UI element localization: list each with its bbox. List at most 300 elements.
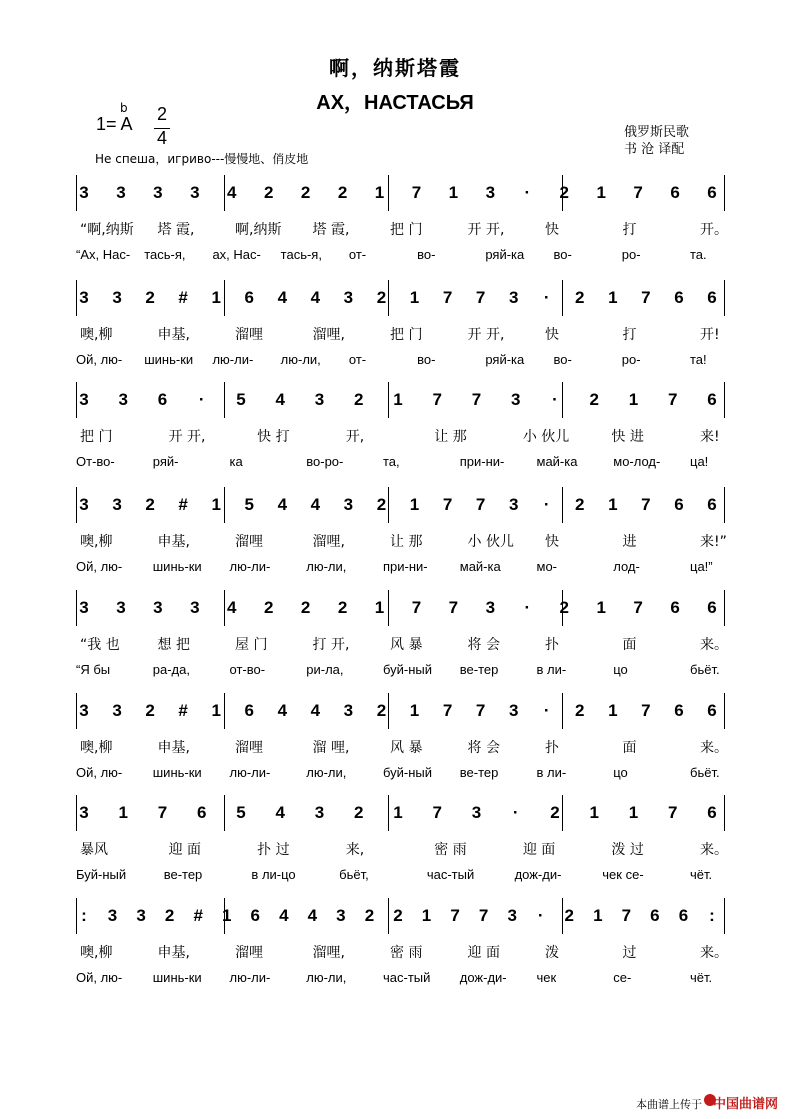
note: 2 [550,803,560,822]
barline [388,590,389,626]
note: 2 [164,906,175,925]
lyric-russian: шинь-ки [144,352,194,367]
note: 3 [314,390,325,409]
lyric-chinese: 让 那 [434,429,467,445]
key-signature: 1= A [96,114,133,134]
footer-upload-label: 本曲谱上传于 [636,1098,702,1111]
note: 3 [79,701,89,720]
time-signature-top: 2 [156,104,167,124]
lyric-chinese: 来! [700,429,720,445]
note: 2 [300,183,311,202]
lyric-chinese: 申基, [157,327,190,343]
lyric-russian: час-тый [426,867,475,882]
lyric-chinese: 来, [345,842,365,858]
barline [224,382,225,418]
note: 7 [442,288,453,307]
lyric-chinese: 将 会 [467,637,500,653]
note: 3 [190,598,200,617]
note: 7 [432,390,442,409]
lyric-russian: “Ах, Нас- [76,247,131,262]
lyric-russian: Ой, лю- [76,559,123,574]
lyric-russian: чек [536,970,557,985]
lyric-russian: ве-тер [459,662,499,677]
song-origin: 俄罗斯民歌 [624,125,690,140]
note: 4 [227,598,237,617]
note: 2 [145,495,155,514]
lyric-chinese: 把 门 [390,327,423,343]
note: # [178,288,188,307]
barline [224,693,225,729]
note: 6 [707,803,717,822]
note: 1 [589,803,599,822]
barline [224,795,225,831]
note: 2 [337,183,348,202]
lyric-russian: во- [553,247,572,262]
lyric-chinese: 进 [622,534,637,550]
lyric-russian: шинь-ки [152,559,202,574]
lyric-russian: ри-ла, [306,662,344,677]
lyric-russian: от-во- [229,662,266,677]
barline [224,280,225,316]
note: · [543,701,550,720]
note: 2 [575,495,585,514]
note: 6 [197,803,207,822]
lyric-chinese: 扑 过 [257,842,290,858]
note: 2 [354,803,364,822]
lyric-chinese: 密 雨 [390,945,423,961]
lyric-russian: Ой, лю- [76,970,123,985]
lyric-russian: в ли- [536,662,567,677]
note: 3 [107,906,118,925]
note: 1 [628,803,639,822]
note: 1 [393,390,403,409]
lyric-russian: дож-ди- [514,867,562,882]
note: 4 [307,906,318,925]
lyric-russian: лю-ли, [306,970,347,985]
lyric-russian: в ли-цо [251,867,296,882]
barline [724,693,725,729]
note: 3 [112,701,122,720]
lyric-chinese: 迎 面 [467,945,500,961]
note: 3 [79,390,89,409]
note: 6 [674,701,684,720]
footer-site-logo: 中国曲谱网 [712,1097,778,1112]
lyric-russian: лю-ли- [229,559,271,574]
barline [724,898,725,934]
note: 3 [153,598,163,617]
lyric-chinese: 面 [622,740,637,756]
lyric-russian: та, [383,454,400,469]
lyric-chinese: 申基, [157,534,190,550]
lyric-chinese: 来!” [700,534,727,550]
lyric-chinese: 溜哩, [312,534,345,550]
lyric-chinese: 来。 [700,637,728,653]
lyric-chinese: 扑 [545,740,559,756]
note: : [81,906,87,925]
lyric-chinese: 快 进 [611,429,644,445]
lyric-russian: лю-ли, [306,765,347,780]
note: 2 [589,390,599,409]
lyric-russian: Ой, лю- [76,765,123,780]
lyric-russian: та! [690,352,707,367]
lyric-chinese: 开 开, [467,222,505,238]
note: 7 [411,183,422,202]
note: 7 [432,803,442,822]
barline [224,487,225,523]
note: 3 [190,183,200,202]
note: 3 [314,803,325,822]
note: 1 [409,701,420,720]
lyric-chinese: “啊,纳斯 [80,222,134,238]
lyric-chinese: 让 那 [390,534,423,550]
note: 3 [153,183,163,202]
lyric-russian: во- [553,352,572,367]
note: 3 [343,495,354,514]
note: · [543,495,550,514]
lyric-russian: при-ни- [459,454,505,469]
lyric-russian: чек се- [602,867,644,882]
lyric-chinese: 啊,纳斯 [235,222,282,238]
note: 2 [145,288,155,307]
note: 3 [508,701,519,720]
note: · [512,803,519,822]
note: 1 [608,495,618,514]
lyric-chinese: 开。 [700,222,728,238]
note: 7 [442,495,453,514]
lyric-russian: Ой, лю- [76,352,123,367]
score-row [0,590,790,690]
note: 1 [596,598,606,617]
lyric-chinese: 把 门 [390,222,423,238]
barline [562,280,563,316]
note: 7 [633,598,643,617]
tempo-marking: Не спеша，игриво---慢慢地、俏皮地 [95,152,309,166]
lyric-chinese: 快 [545,534,559,550]
note: 1 [409,288,420,307]
note: 1 [118,803,128,822]
barline [724,280,725,316]
barline [724,590,725,626]
note: 6 [707,495,717,514]
lyric-chinese: 快 [545,222,559,238]
note: 2 [564,906,574,925]
note: 7 [621,906,632,925]
note: 2 [575,701,585,720]
note: · [552,390,558,409]
lyric-chinese: 扑 [545,637,559,653]
note: · [537,906,544,925]
lyric-chinese: 密 雨 [434,842,467,858]
note: 6 [650,906,660,925]
lyric-chinese: 打 开, [312,637,350,653]
lyric-chinese: 迎 面 [522,842,556,858]
note: 6 [674,495,684,514]
note: 4 [310,495,321,514]
note: 7 [668,390,678,409]
note: 7 [411,598,422,617]
note: 4 [279,906,289,925]
lyric-chinese: 溜哩, [312,327,345,343]
note: · [524,183,531,202]
lyric-russian: От-во- [76,454,115,469]
lyric-chinese: 噢,柳 [80,534,113,550]
note: 1 [448,183,459,202]
lyric-russian: в ли- [536,765,567,780]
note: 6 [670,183,680,202]
note: 1 [608,701,618,720]
lyric-chinese: 开, [345,429,365,445]
score-row [0,693,790,793]
note: 6 [250,906,260,925]
lyric-chinese: 想 把 [157,637,190,653]
note: 5 [236,390,246,409]
lyric-russian: лод- [613,559,640,574]
note: # [178,701,188,720]
lyric-chinese: 屋 门 [235,637,268,653]
note: 3 [136,906,146,925]
barline [724,175,725,211]
lyric-chinese: 迎 面 [168,842,202,858]
note: 7 [448,598,459,617]
lyric-russian: ве-тер [163,867,203,882]
lyric-chinese: 噢,柳 [80,945,113,961]
song-title-russian: АХ，НАСТАСЬЯ [316,92,474,114]
lyric-chinese: 过 [622,945,637,961]
lyric-russian: буй-ный [383,662,433,677]
lyric-russian: бьёт. [690,765,720,780]
note: 3 [79,288,89,307]
note: 2 [300,598,311,617]
note: 6 [244,701,254,720]
lyric-russian: чёт. [690,867,713,882]
lyric-russian: лю-ли- [229,765,271,780]
lyric-russian: тась-я, [280,247,322,262]
note: 6 [707,701,717,720]
note: 1 [374,183,385,202]
lyric-chinese: 泼 过 [611,842,644,858]
lyric-russian: бьёт, [339,867,369,882]
note: 1 [374,598,385,617]
score-row [0,795,790,895]
song-title-chinese: 啊，纳斯塔霞 [329,56,461,80]
lyric-chinese: 打 [622,327,637,343]
barline [388,898,389,934]
note: # [193,906,203,925]
lyric-russian: от- [348,247,367,262]
score-row [0,487,790,587]
note: 2 [393,906,403,925]
note: 7 [633,183,643,202]
lyric-russian: май-ка [536,454,578,469]
note: 2 [376,701,387,720]
lyric-russian: во- [417,352,436,367]
note: 4 [277,288,288,307]
lyric-chinese: 申基, [157,740,190,756]
lyric-russian: чёт. [690,970,713,985]
barline [724,382,725,418]
lyric-chinese: 溜哩 [235,945,263,961]
lyric-chinese: 申基, [157,945,190,961]
note: 4 [275,803,285,822]
note: 2 [559,183,569,202]
lyric-russian: ца! [690,454,709,469]
lyric-russian: шинь-ки [152,765,202,780]
note: 4 [275,390,285,409]
note: 6 [707,288,717,307]
note: 3 [471,803,482,822]
lyric-russian: лю-ли- [229,970,271,985]
lyric-russian: май-ка [459,559,501,574]
barline [562,693,563,729]
note: 7 [450,906,460,925]
barline [724,487,725,523]
note: 3 [116,598,126,617]
lyric-russian: от- [348,352,367,367]
lyric-chinese: 开 开, [467,327,505,343]
note: # [178,495,188,514]
note: 6 [707,598,717,617]
lyric-chinese: 风 暴 [390,740,423,756]
note: 6 [157,390,168,409]
score-row [0,382,790,482]
note: : [709,906,715,925]
lyric-russian: Буй-ный [76,867,127,882]
score-row [0,280,790,380]
note: 1 [593,906,603,925]
note: 3 [511,390,521,409]
lyric-chinese: 塔 霞, [312,222,350,238]
lyric-russian: во- [417,247,436,262]
note: 2 [364,906,375,925]
note: 1 [221,906,232,925]
lyric-chinese: 来。 [700,740,728,756]
note: 2 [376,495,387,514]
note: 3 [508,495,519,514]
lyric-chinese: 面 [622,637,637,653]
note: 2 [559,598,569,617]
lyric-chinese: 溜哩 [235,327,263,343]
note: 2 [263,598,274,617]
lyric-chinese: 来。 [700,842,728,858]
note: 7 [442,701,453,720]
note: 3 [485,183,496,202]
lyric-chinese: 开! [700,327,720,343]
note: 3 [112,288,122,307]
translator-credit: 书 沧 译配 [624,142,685,157]
lyric-russian: цо [613,662,628,677]
note: 7 [641,495,651,514]
time-signature-bottom: 4 [156,128,167,148]
note: 4 [310,701,321,720]
note: 5 [244,495,254,514]
lyric-russian: при-ни- [383,559,428,574]
note: 3 [118,390,128,409]
lyric-chinese: 将 会 [467,740,500,756]
lyric-chinese: 噢,柳 [80,327,113,343]
lyric-russian: ца!” [690,559,713,574]
note: 3 [485,598,496,617]
note: 4 [227,183,237,202]
note: 3 [79,598,89,617]
lyric-chinese: 溜哩 [235,740,263,756]
lyric-russian: ряй-ка [485,352,525,367]
score-row [0,898,790,998]
note: 1 [409,495,420,514]
lyric-chinese: 快 [545,327,559,343]
lyric-russian: тась-я, [144,247,186,262]
note: 1 [211,288,221,307]
barline [562,487,563,523]
lyric-chinese: 小 伙儿 [467,534,514,550]
note: 3 [343,288,354,307]
note: · [524,598,531,617]
lyric-chinese: 噢,柳 [80,740,113,756]
lyric-russian: бьёт. [690,662,720,677]
lyric-chinese: 开 开, [168,429,206,445]
barline [388,382,389,418]
lyric-chinese: 来。 [700,945,728,961]
note: 4 [277,701,288,720]
note: 3 [79,495,89,514]
lyric-chinese: 小 伙儿 [522,429,570,445]
note: 6 [244,288,254,307]
lyric-chinese: 把 门 [80,429,113,445]
note: 3 [112,495,122,514]
barline [388,795,389,831]
lyric-russian: мо- [536,559,557,574]
lyric-chinese: 泼 [545,945,559,961]
barline [562,795,563,831]
lyric-russian: лю-ли, [280,352,321,367]
note: 2 [354,390,364,409]
lyric-chinese: 溜哩, [312,945,345,961]
lyric-russian: дож-ди- [459,970,507,985]
note: 7 [475,495,486,514]
lyric-chinese: 打 [622,222,637,238]
note: 3 [507,906,517,925]
note: 1 [211,701,221,720]
note: 1 [596,183,606,202]
note: 7 [471,390,482,409]
note: 6 [678,906,689,925]
barline [562,382,563,418]
note: 2 [376,288,387,307]
lyric-chinese: 风 暴 [390,637,423,653]
note: 7 [157,803,168,822]
note: 3 [79,803,89,822]
note: 3 [343,701,354,720]
lyric-russian: ряй- [152,454,179,469]
lyric-russian: ряй-ка [485,247,525,262]
lyric-russian: ро- [621,247,641,262]
lyric-russian: час-тый [383,970,431,985]
note: 3 [79,183,89,202]
lyric-russian: мо-лод- [613,454,661,469]
lyric-russian: во-ро- [306,454,344,469]
lyric-russian: “Я бы [76,662,111,677]
note: 1 [628,390,639,409]
note: 2 [575,288,585,307]
note: 1 [421,906,432,925]
note: 7 [641,701,651,720]
note: 6 [707,183,717,202]
note: 5 [236,803,246,822]
lyric-chinese: 溜 哩, [312,740,350,756]
note: 6 [674,288,684,307]
lyric-russian: ах, Нас- [212,247,261,262]
lyric-russian: буй-ный [383,765,433,780]
note: 1 [211,495,221,514]
